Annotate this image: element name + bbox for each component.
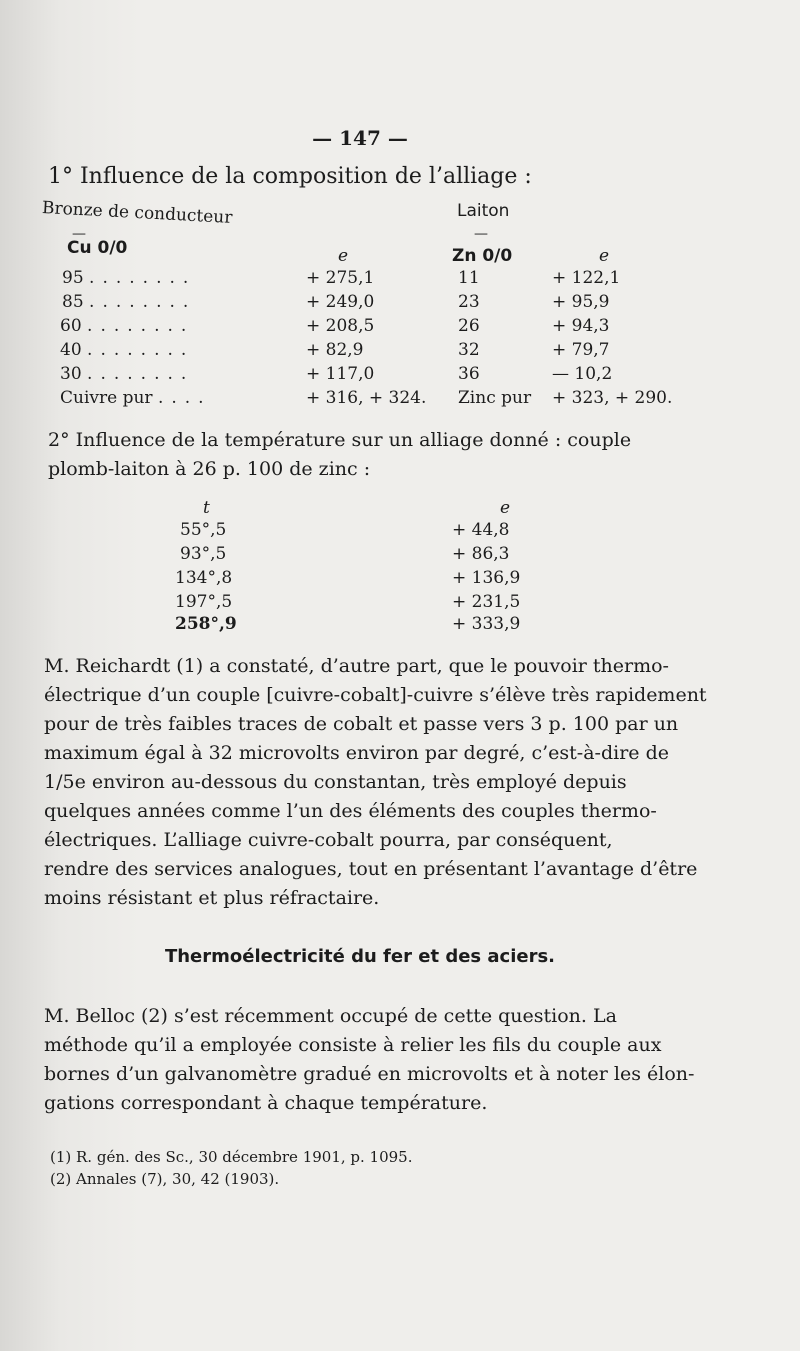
footnote-2: (2) Annales (7), 30, 42 (1903). [50,1170,280,1188]
table-cell: 36 [458,364,480,384]
table-cell: + 44,8 [452,520,510,540]
section-title: Thermoélectricité du fer et des aciers. [164,946,556,967]
text-line: rendre des services analogues, tout en présentant l’avantage d’être [44,858,698,880]
table-cell: 23 [458,292,480,312]
right-dash: — [474,226,488,242]
table-cell: + 231,5 [452,592,521,612]
table-cell: 32 [458,340,480,360]
page-number: — 147 — [312,126,408,150]
text-line: quelques années comme l’un des éléments des couples thermo- [44,800,657,822]
t-header: t [203,498,210,518]
right-table-title: Laiton [457,201,510,221]
e2-header: e [599,246,610,266]
text-line: méthode qu’il a employée consiste à relier les fils du couple aux [44,1034,662,1056]
text-line: 1/5e environ au-dessous du constantan, très employé depuis [44,771,627,793]
text-line: M. Reichardt (1) a constaté, d’autre part, que le pouvoir thermo- [44,655,669,677]
text-line: maximum égal à 32 microvolts environ par degré, c’est-à-dire de [44,742,669,764]
cu-header: Cu 0/0 [67,238,128,258]
table-cell: + 95,9 [552,292,610,312]
e-header: e [500,498,511,518]
table-cell: + 86,3 [452,544,510,564]
table-cell: 197°,5 [175,592,233,612]
footnote-1: (1) R. gén. des Sc., 30 décembre 1901, p. 1095. [50,1148,413,1166]
table-cell: 258°,9 [175,614,237,634]
table-row: 40 ........ [60,340,195,360]
table-cell: + 82,9 [306,340,364,360]
table-cell: + 94,3 [552,316,610,336]
heading-temperature-line2: plomb-laiton à 26 p. 100 de zinc : [48,458,371,480]
zn-header: Zn 0/0 [452,246,513,266]
text-line: électriques. L’alliage cuivre-cobalt pourra, par conséquent, [44,829,613,851]
table-cell: + 316, + 324. [306,388,427,408]
e1-header: e [338,246,349,266]
text-line: électrique d’un couple [cuivre-cobalt]-cuivre s’élève très rapidement [44,684,707,706]
text-line: pour de très faibles traces de cobalt et passe vers 3 p. 100 par un [44,713,679,735]
table-cell: 134°,8 [175,568,233,588]
table-row: 95 ........ [62,268,197,288]
table-cell: + 79,7 [552,340,610,360]
table-cell: 26 [458,316,480,336]
table-row: 85 ........ [62,292,197,312]
table-cell: + 333,9 [452,614,521,634]
heading-composition: 1° Influence de la composition de l’alliage : [48,164,532,189]
table-cell: + 275,1 [306,268,375,288]
table-cell: 55°,5 [180,520,227,540]
left-table-title: Bronze de conducteur [41,198,233,228]
table-cell: + 249,0 [306,292,375,312]
table-row: Cuivre pur .... [60,388,212,408]
text-line: bornes d’un galvanomètre gradué en microvolts et à noter les élon- [44,1063,695,1085]
table-row: 60 ........ [60,316,195,336]
table-cell: + 117,0 [306,364,375,384]
text-line: moins résistant et plus réfractaire. [44,887,380,909]
table-cell: + 208,5 [306,316,375,336]
table-cell: + 323, + 290. [552,388,673,408]
table-cell: 11 [458,268,480,288]
left-dash: — [72,226,86,242]
table-row: 30 ........ [60,364,195,384]
heading-temperature-line1: 2° Influence de la température sur un alliage donné : couple [48,429,632,451]
table-cell: 93°,5 [180,544,227,564]
table-cell: + 136,9 [452,568,521,588]
table-cell: — 10,2 [552,364,613,384]
table-cell: + 122,1 [552,268,621,288]
text-line: M. Belloc (2) s’est récemment occupé de cette question. La [44,1005,617,1027]
table-cell: Zinc pur [458,388,532,408]
text-line: gations correspondant à chaque température. [44,1092,488,1114]
